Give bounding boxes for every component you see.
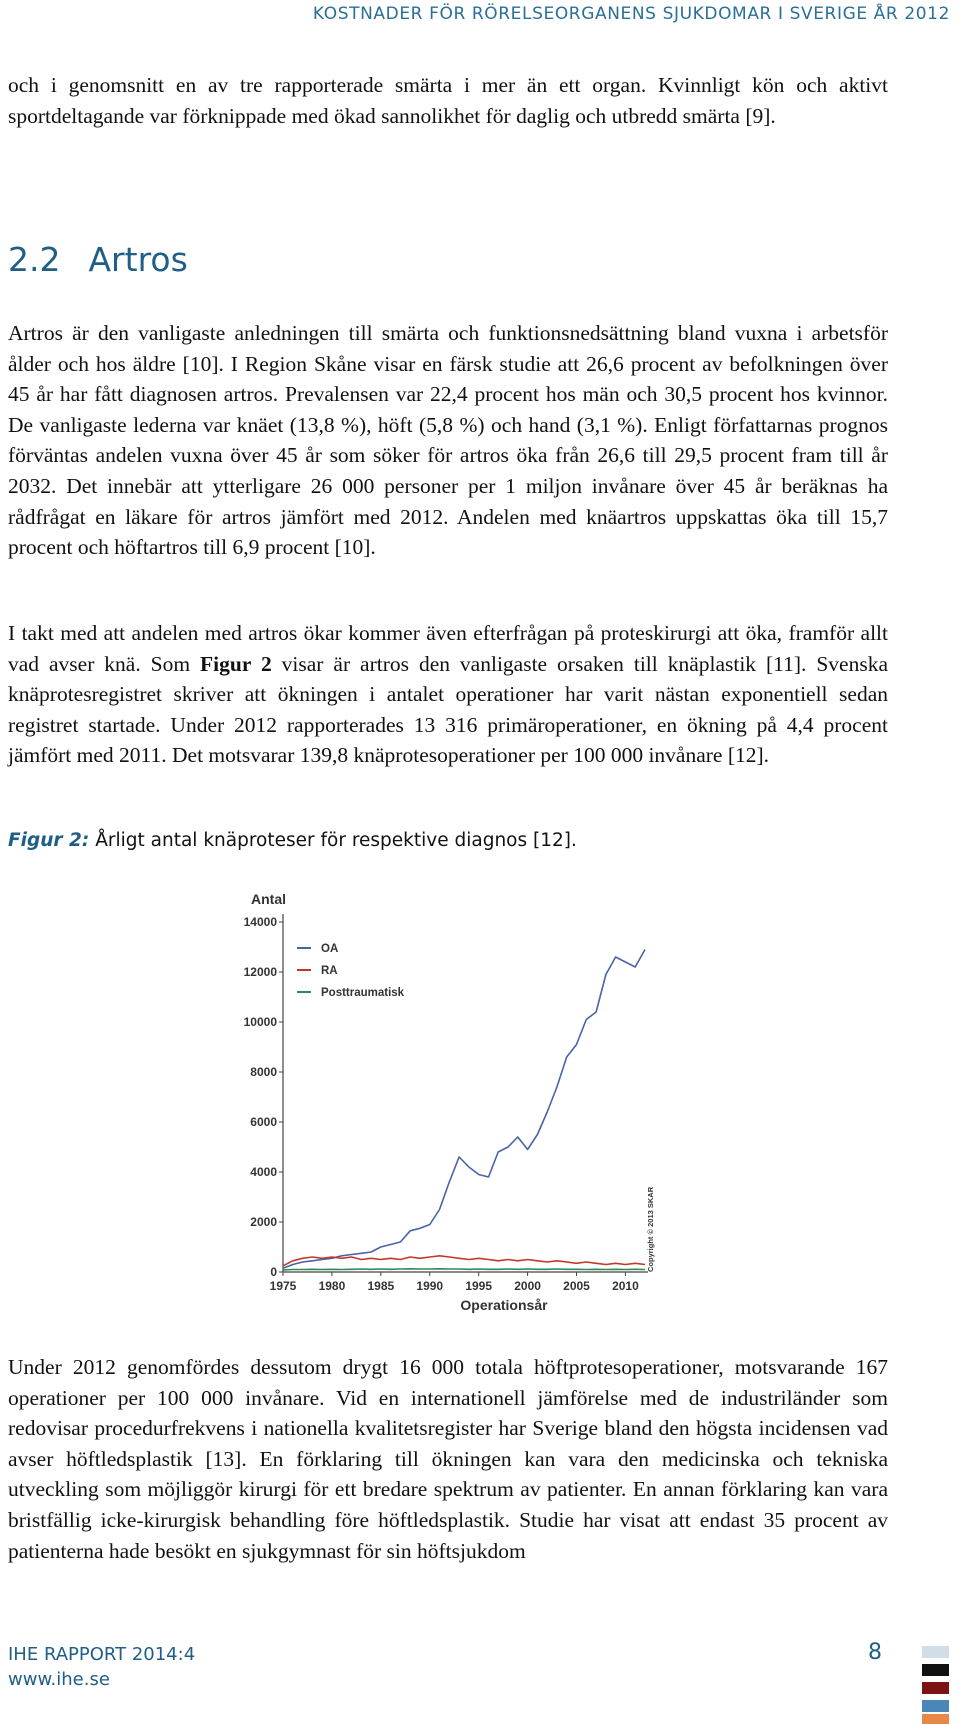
decor-stripe-1 [922,1646,949,1658]
paragraph-hip-surgery: Under 2012 genomfördes dessutom drygt 16 000 totala höftprotesoperationer, motsvarande 167 operationer per 100 000 invånare. Vid en internationell jämförelse med de industriländer som redovisar procedurfrekvens i nationella kvalitetsregister har Sverige bland den högsta incidensen vad avser höftledsplastik [13]. En förklaring till ökningen kan vara den medicinska och tekniska utveckling som möjliggör kirurgi för ett bredare spektrum av patienter. En annan förklaring kan vara bristfällig icke-kirurgisk behandling före höftledsplastik. Studie har visat att endast 35 procent av patienterna hade besökt en sjukgymnast för sin höftsjukdom [8,1355,888,1563]
x-tick-label: 2005 [563,1279,590,1293]
legend-label-oa: OA [321,943,339,955]
decor-stripe-3 [922,1682,949,1694]
copyright-text: Copyright © 2013 SKAR [646,1186,655,1272]
figure-caption [8,830,577,851]
y-axis-title: Antal [251,891,286,907]
y-tick-label: 14000 [243,915,277,929]
page-number: 8 [868,1640,882,1665]
y-tick-label: 2000 [250,1215,277,1229]
y-tick-label: 0 [270,1265,277,1279]
series-line-ra [283,1256,645,1266]
report-id: IHE RAPPORT 2014:4 [8,1644,196,1665]
x-axis-title: Operationsår [460,1297,548,1313]
paragraph-text-part: visar är artros den vanligaste orsaken till knäplastik [11]. Svenska knäprotesregistret skriver att ökningen i antalet operationer har varit nästan exponentiell sedan registret startade. Under 2012 rapporterades 13 316 primäroperationer, en ökning på 4,4 procent jämfört med 2011. Det motsvarar 139,8 knäprotesoperationer per 100 000 invånare [12]. [8,651,889,768]
y-tick-label: 10000 [243,1015,277,1029]
knee-prosthesis-chart [240,882,660,1330]
x-tick-label: 1995 [465,1279,493,1293]
x-tick-label: 1990 [416,1279,444,1293]
decor-stripe-4 [922,1700,949,1712]
decor-stripe-2 [922,1664,949,1676]
y-tick-label: 12000 [243,965,277,979]
figure-reference: Figur 2 [200,651,272,676]
y-tick-label: 4000 [250,1165,277,1179]
running-header: KOSTNADER FÖR RÖRELSEORGANENS SJUKDOMAR I SVERIGE ÅR 2012 [312,4,950,24]
website-link[interactable]: www.ihe.se [8,1669,110,1690]
y-tick-label: 6000 [250,1115,277,1129]
x-tick-label: 2010 [612,1279,639,1293]
footer [8,1642,195,1692]
legend-label-posttraumatisk: Posttraumatisk [321,987,405,999]
x-tick-label: 1980 [318,1279,346,1293]
figure-caption-text: Årligt antal knäproteser för respektive diagnos [12]. [95,830,577,851]
x-tick-label: 1985 [367,1279,395,1293]
paragraph-artros-intro: Artros är den vanligaste anledningen till smärta och funktionsnedsättning bland vuxna i arbetsför ålder och hos äldre [10]. I Region Skåne visar en färsk studie att 26,6 procent av befolkningen över 45 år har fått diagnosen artros. Prevalensen var 22,4 procent hos män och 30,5 procent hos kvinnor. De vanligaste lederna var knäet (13,8 %), höft (5,8 %) och hand (3,1 %). Enligt författarnas prognos förväntas andelen vuxna över 45 år som söker för artros öka från 26,6 till 29,5 procent fram till år 2032. Det innebär att ytterligare 26 000 personer per 1 miljon invånare över 45 år beräknas ha rådfrågat en läkare för artros jämfört med 2012. Andelen med knäartros uppskattas öka till 15,7 procent och höftartros till 6,9 procent [10]. [8,321,888,560]
paragraph-pain-summary: och i genomsnitt en av tre rapporterade smärta i mer än ett organ. Kvinnligt kön och aktivt sportdeltagande var förknippade med ökad sannolikhet för daglig och utbredd smärta [9]. [8,73,888,128]
paragraph-knee-surgery [8,618,888,771]
section-title: Artros [88,240,188,279]
paragraph-text-part: I takt med att andelen med artros ökar kommer även efterfrågan på proteskirurgi att öka, framför allt vad avser knä. Som [8,621,888,676]
section-number: 2.2 [8,240,61,279]
legend-label-ra: RA [321,965,338,977]
decor-stripe-5 [922,1714,949,1724]
figure-label: Figur 2: [8,830,90,851]
y-tick-label: 8000 [250,1065,277,1079]
x-tick-label: 1975 [269,1279,297,1293]
x-tick-label: 2000 [514,1279,541,1293]
section-heading [8,240,188,279]
series-line-posttraumatisk [283,1269,645,1270]
